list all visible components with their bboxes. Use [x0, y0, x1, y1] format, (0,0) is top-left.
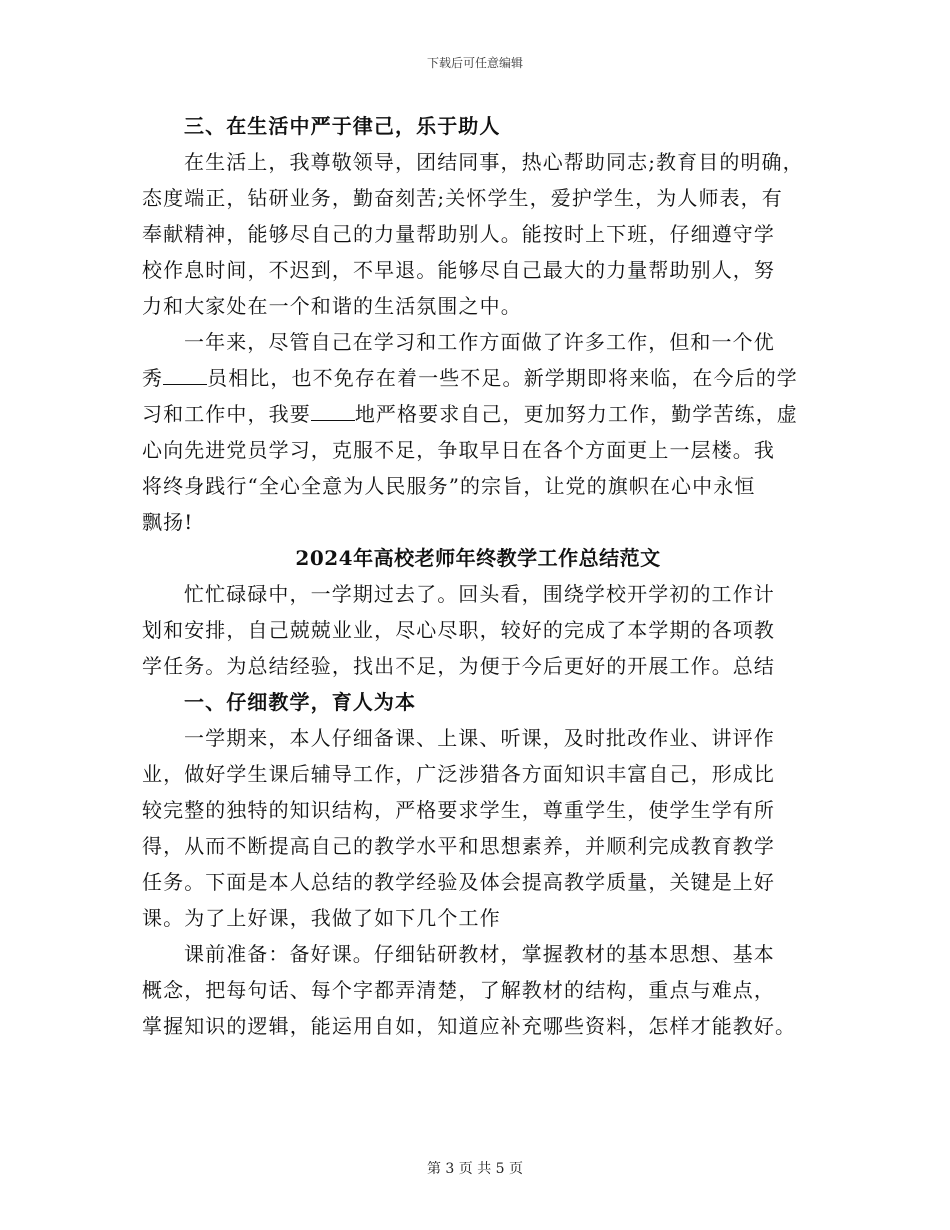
paragraph-line: 心向先进党员学习，克服不足，争取早日在各个方面更上一层楼。我 [142, 438, 775, 462]
paragraph-line: 概念，把每句话、每个字都弄清楚，了解教材的结构，重点与难点， [142, 978, 775, 1002]
paragraph-line: 掌握知识的逻辑，能运用自如，知道应补充哪些资料，怎样才能教好。 [142, 1014, 797, 1038]
paragraph-line: 任务。下面是本人总结的教学经验及体会提高教学质量，关键是上好 [142, 870, 775, 894]
paragraph-line: 奉献精神，能够尽自己的力量帮助别人。能按时上下班，仔细遵守学 [142, 222, 775, 246]
paragraph-line [142, 360, 814, 396]
document-title: 2024年高校老师年终教学工作总结范文 [295, 546, 661, 570]
paragraph-line: 课。为了上好课，我做了如下几个工作 [142, 906, 501, 930]
paragraph-line: 学任务。为总结经验，找出不足，为便于今后更好的开展工作。总结 [142, 654, 775, 678]
paragraph-line: 一学期来，本人仔细备课、上课、听课，及时批改作业、讲评作 [184, 726, 775, 750]
fill-in-blank [311, 404, 355, 421]
paragraph-line: 飘扬! [142, 510, 194, 534]
text-fragment: 习和工作中，我要 [142, 402, 311, 426]
paragraph-line: 将终身践行“全心全意为人民服务”的宗旨，让党的旗帜在心中永恒 [142, 474, 756, 498]
fill-in-blank [163, 368, 207, 385]
paragraph-line: 忙忙碌碌中，一学期过去了。回头看，围绕学校开学初的工作计 [184, 582, 775, 606]
paragraph-line: 较完整的独特的知识结构，严格要求学生，尊重学生，使学生学有所 [142, 798, 775, 822]
document-body [142, 108, 814, 1044]
paragraph-line: 力和大家处在一个和谐的生活氛围之中。 [142, 294, 522, 318]
paragraph-line: 在生活上，我尊敬领导，团结同事，热心帮助同志;教育目的明确， [184, 150, 804, 174]
paragraph-line: 得，从而不断提高自己的教学水平和思想素养，并顺利完成教育教学 [142, 834, 775, 858]
page-header-note: 下载后可任意编辑 [426, 56, 523, 70]
text-fragment: 地严格要求自己，更加努力工作，勤学苦练，虚 [354, 402, 798, 426]
section-heading-3: 三、在生活中严于律己，乐于助人 [184, 114, 501, 138]
text-fragment: 秀 [142, 366, 164, 390]
section-heading-1: 一、仔细教学，育人为本 [184, 690, 417, 714]
paragraph-line: 态度端正，钻研业务，勤奋刻苦;关怀学生，爱护学生，为人师表，有 [142, 186, 783, 210]
paragraph-line: 校作息时间，不迟到，不早退。能够尽自己最大的力量帮助别人，努 [142, 258, 775, 282]
paragraph-line [142, 396, 814, 432]
paragraph-line: 划和安排，自己兢兢业业，尽心尽职，较好的完成了本学期的各项教 [142, 618, 775, 642]
paragraph-line: 业，做好学生课后辅导工作，广泛涉猎各方面知识丰富自己，形成比 [142, 762, 775, 786]
paragraph-line: 课前准备：备好课。仔细钻研教材，掌握教材的基本思想、基本 [184, 942, 775, 966]
text-fragment: 员相比，也不免存在着一些不足。新学期即将来临，在今后的学 [207, 366, 798, 390]
paragraph-line: 一年来，尽管自己在学习和工作方面做了许多工作，但和一个优 [184, 330, 775, 354]
page-number-footer: 第 3 页 共 5 页 [426, 1161, 524, 1177]
